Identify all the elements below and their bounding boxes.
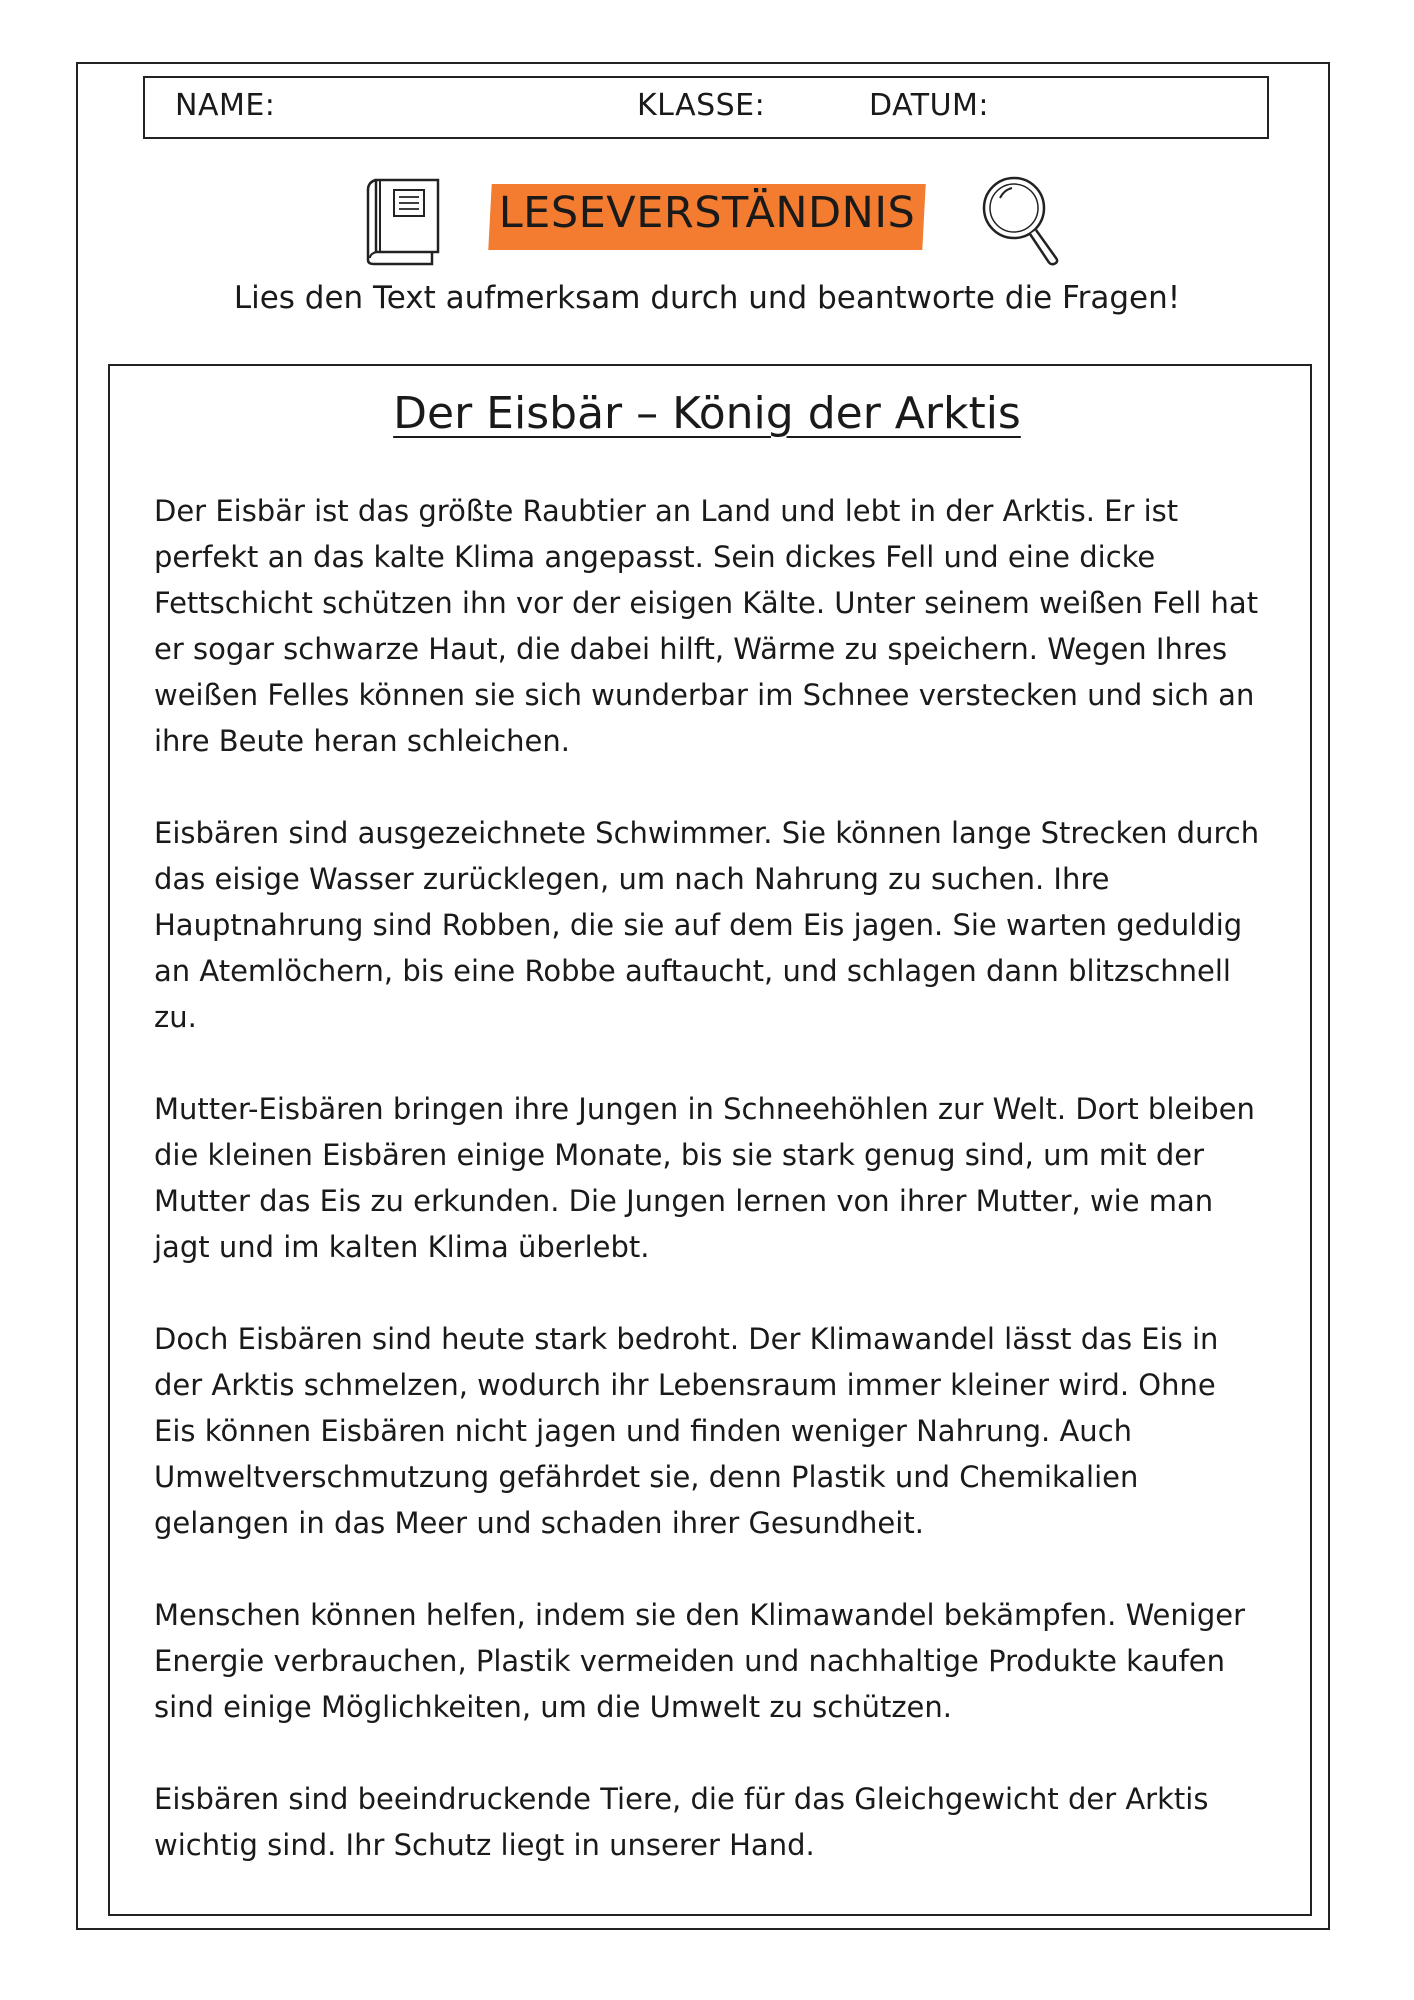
instruction-text: Lies den Text aufmerksam durch und beantworte die Fragen! — [233, 280, 1181, 316]
student-info-box — [143, 76, 1269, 139]
story-paragraph: Doch Eisbären sind heute stark bedroht. Der Klimawandel lässt das Eis in der Arktis schmelzen, wodurch ihr Lebensraum immer kleiner wird. Ohne Eis können Eisbären nicht jagen und finden weniger Nahrung. Auch Umweltverschmutzung gefährdet sie, denn Plastik und Chemikalien gelangen in das Meer und schaden ihrer Gesundheit. — [154, 1322, 1219, 1540]
story-title: Der Eisbär – König der Arktis — [393, 388, 1021, 439]
magnifier-icon — [976, 170, 1066, 274]
class-label: KLASSE: — [637, 88, 766, 123]
book-icon — [362, 176, 444, 270]
name-label: NAME: — [175, 88, 276, 123]
story-paragraph: Eisbären sind beeindruckende Tiere, die für das Gleichgewicht der Arktis wichtig sind. Ihr Schutz liegt in unserer Hand. — [154, 1782, 1209, 1862]
story-paragraph: Der Eisbär ist das größte Raubtier an Land und lebt in der Arktis. Er ist perfekt an das kalte Klima angepasst. Sein dickes Fell und eine dicke Fettschicht schützen ihn vor der eisigen Kälte. Unter seinem weißen Fell hat er sogar schwarze Haut, die dabei hilft, Wärme zu speichern. Wegen Ihres weißen Felles können sie sich wunderbar im Schnee verstecken und sich an ihre Beute heran schleichen. — [154, 494, 1259, 758]
title-row — [0, 170, 1414, 280]
date-label: DATUM: — [869, 88, 990, 123]
story-paragraph: Eisbären sind ausgezeichnete Schwimmer. Sie können lange Strecken durch das eisige Wasser zurücklegen, um nach Nahrung zu suchen. Ihre Hauptnahrung sind Robben, die sie auf dem Eis jagen. Sie warten geduldig an Atemlöchern, bis eine Robbe auftaucht, und schlagen dann blitzschnell zu. — [154, 816, 1260, 1034]
story-paragraph: Menschen können helfen, indem sie den Klimawandel bekämpfen. Weniger Energie verbrauchen, Plastik vermeiden und nachhaltige Produkte kaufen sind einige Möglichkeiten, um die Umwelt zu schützen. — [154, 1598, 1245, 1724]
story-body — [154, 488, 1264, 1868]
worksheet-title: LESEVERSTÄNDNIS — [498, 188, 916, 238]
story-paragraph: Mutter-Eisbären bringen ihre Jungen in Schneehöhlen zur Welt. Dort bleiben die kleinen Eisbären einige Monate, bis sie stark genug sind, um mit der Mutter das Eis zu erkunden. Die Jungen lernen von ihrer Mutter, wie man jagt und im kalten Klima überlebt. — [154, 1092, 1255, 1264]
